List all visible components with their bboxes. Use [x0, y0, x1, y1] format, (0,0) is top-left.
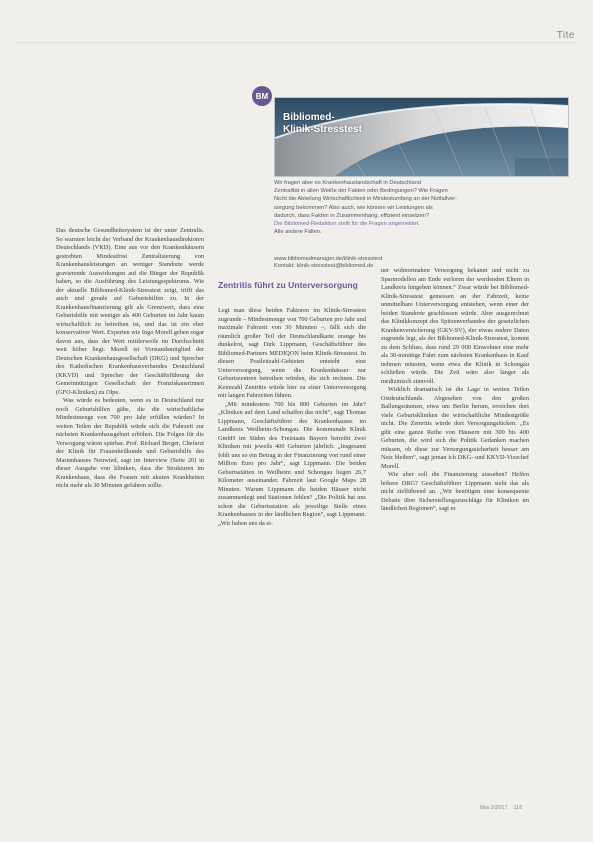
intro-line: Wir fragen aber es Krankenhauslandschaft in Deutschland — [274, 180, 422, 186]
article-column-2 — [218, 307, 366, 528]
bridge-photo-icon — [275, 98, 568, 176]
bibliomed-logo-badge: BM — [252, 86, 272, 106]
issue-label: f&w 2/2017 — [480, 805, 508, 811]
teaser-photo — [274, 97, 569, 177]
teaser-title — [283, 112, 362, 136]
teaser-intro — [274, 180, 570, 237]
paragraph: Legt man diese beiden Faktoren im Klinik-Stresstest zugrunde – Mindestmenge von 700 Geburten pro Jahr und maximale Fahrzeit von 30 Minuten –, fällt sich die räumlich großer Teil der Deutschlandkarte orange bis dunkelrot, sagt Dirk Lippmann, Geschäftsführer des Bibliomed-Partners MEDIQON beim Klinik-Stresstest. In diesen Postleitzahl-Gebieten entsteht eine Unterversorgung, wenn die Krankenhäuser nur Geburtszentren betreiben würden, die sich rechnen. Die Kennzahl Zentritis würde hier zu einer Unterversorgung mit langen Fahrzeiten führen. — [218, 307, 366, 399]
teaser-title-line1: Bibliomed- — [283, 112, 335, 123]
paragraph: Das deutsche Gesundheitssystem ist der unter Zentralis. So warnten leicht der Verband der Krankenhausdirektoren Deutschlands (VKD). Eine aus vor den Krankenhäusern gestrebten Mindestfrist Zentralisierung von Krankenhausleistungen an weniger Standorte werde gravierende Auswirkungen auf die Bürger der Republik haben, so die Ausführung des Leistungsspektrums. Wie der aktuelle Bibliomed-Klinik-Stresstest zeigt, trifft das auch und gerade auf Geburtshilfen zu. In der Krankenhausfinanzierung gilt als Grenzwert, dass eine Geburtshilfe mit weniger als 400 Geburten im Jahr kaum wirtschaftlich zu betreiben ist, und das ist ein eher konservativer Wert. Experten wie Ingo Morell gehen sogar davon aus, dass der Wert mittlerweile im Durchschnitt weit höher liegt. Morell ist Vorstandsmitglied der Deutschen Krankenhausgesellschaft (DKG) und Sprecher des Katholischen Krankenhausverbandes Deutschland (KKVD) und Sprecher der Geschäftsführung der Gemeinnützigen Gesellschaft der Franziskanerinnen (GFO-Kliniken) zu Olpe. — [56, 227, 205, 396]
page-number: 116 — [513, 805, 523, 811]
contact-email-link[interactable]: Kontakt: klinik-stresstest@bibliomed.de — [274, 263, 374, 270]
paragraph: Was würde es bedeuten, wenn es in Deutschland nur noch Geburtshilfen gäbe, die die wirtschaftliche Mindestmenge von 700 pro Jahr erfüllen würden? In weiten Teilen der Republik würde sich die Fahrzeit zur nächsten Krankenhausgeburt erhöhen. Die Folgen für die Versorgung wären spürbar. Prof. Richard Berger, Chefarzt der Klinik für Frauenheilkunde und Geburtshilfe des Marienhauses Neuwied, sagt im Interview (Seite 20) in dieser Ausgabe von kliniken, dass die Strukturen im Krankenhaus, dass die Frauen mit akuten Krankheiten nicht mehr als 30 Minuten gefahren sollte. — [56, 397, 204, 489]
paragraph: Wirklich dramatisch ist die Lage in weiten Teilen Ostdeutschlands. Abgesehen von den großen Ballungsräumen, etwa um Berlin herum, erreichen dort viele Geburtskliniken die wirtschaftliche Mindestgröße nicht. Die Zentritis würde dort Versorgungslücken. „Es gibt eine ganze Reihe von Häusern mit 300 bis 400 Geburten, die wird sich die Politik Gedanken machen müssen, ob diese zur Versorgungssicherheit besser am Netz bleiben“, sagt jeman ich DKG- und KKVD-Vizechef Morell. — [381, 386, 529, 470]
intro-line: Nicht die Abteilung Wirtschaftlichkeit in Mindestumfang an der Notfallver- — [274, 196, 458, 203]
section-heading: Zentritis führt zu Unterversorgung — [218, 280, 358, 290]
intro-line: Zentralität in allen Weiße der Fakten oder Bedingungen? Wie Fragen — [274, 188, 448, 195]
paragraph: Wie aber soll die Finanzierung aussehen? Helfen höhere DRG? Geschäftsführer Lippmann sieht das als nicht zielführend an. „Wir benötigen eine konsequente Debatte über Sicherstellungszuschläge für Kliniken im ländlichen Regionen“, sagt er. — [381, 471, 529, 512]
intro-line: dadurch, dass Fakten in Zusammenhang, effizient einsetzen? — [274, 212, 430, 219]
section-title: Tite — [556, 30, 575, 41]
paragraph: ner wohnortnahen Versorgung bekannt und nicht zu Sparmodellen am Ende verloren der werdenden Eltern in Landkreis hingeben können.“ Zwar würde bei Bibliomed-Klinik-Stresstest gemessen an der Fahrzeit, keine unmittelbare Unterversorgung entstehen, wenn einer der beiden Standorte geschlossen würde. Aber ausgerechnet das Klinikkonzept des Spitzenverbandes der gesetzlichen Krankenversicherung (GKV-SV), der etwas andere Daten zugrunde legt, als der Bibliomed-Klinik-Stresstest, kommt zu dem Schluss, dass rund 29 000 Einwohner eine mehr als 30-minütige Fahrt zum nächsten Krankenhaus in Kauf nehmen müssten, wenn etwa die Klinik in Schongau schließen würde. Die Zeit wäre also länger als medizinisch sinnvoll. — [381, 267, 529, 385]
intro-highlight: Die Bibliomed-Redaktion stellt für die Fragen angemeldet. — [274, 221, 420, 228]
article-column-1 — [56, 227, 204, 491]
teaser-title-line2: Klinik-Stresstest — [283, 124, 362, 135]
intro-line: sorgung bekommen? Also auch, wie können wir Leistungen als — [274, 204, 433, 211]
paragraph: „Mit mindestens 700 bis 800 Geburten im Jahr? „Kliniken auf dem Land schaffen das nicht“, sagt Thomas Lippmann, Geschäftsführer des Krankenhauses im Landkreis Weilheim-Schongau. Die kommunale Klinik GmbH im Süden des Freistaats Bayern betreibt zwei Kliniken mit jeweils 400 Geburten jährlich. „Insgesamt fehlt uns so ein Betrag in der Finanzierung von rund einer Million Euro pro Jahr“, sagt Lippmann. Die beiden Geburtsstätten in Weilheim und Schongau liegen 26,7 Kilometer auseinander. Fahrzeit laut Google Maps 28 Minuten. Warum Lippmann die beiden Häuser nicht zusammenlegt und Stationen fehlen? „Die Politik hat uns schon die Geburtsstation als jeweilige Stelle eines Krankenhauses in der ländlichen Region“, sagt Lippmann. „Wir haben uns da ei- — [218, 400, 366, 527]
page-footer — [480, 805, 522, 811]
article-column-3 — [381, 267, 529, 514]
intro-extra: Alle andere Fällen. — [274, 229, 322, 236]
header-rule — [16, 42, 576, 43]
website-link[interactable]: www.bibliomedmanager.de/klinik-stresstest — [274, 256, 383, 262]
